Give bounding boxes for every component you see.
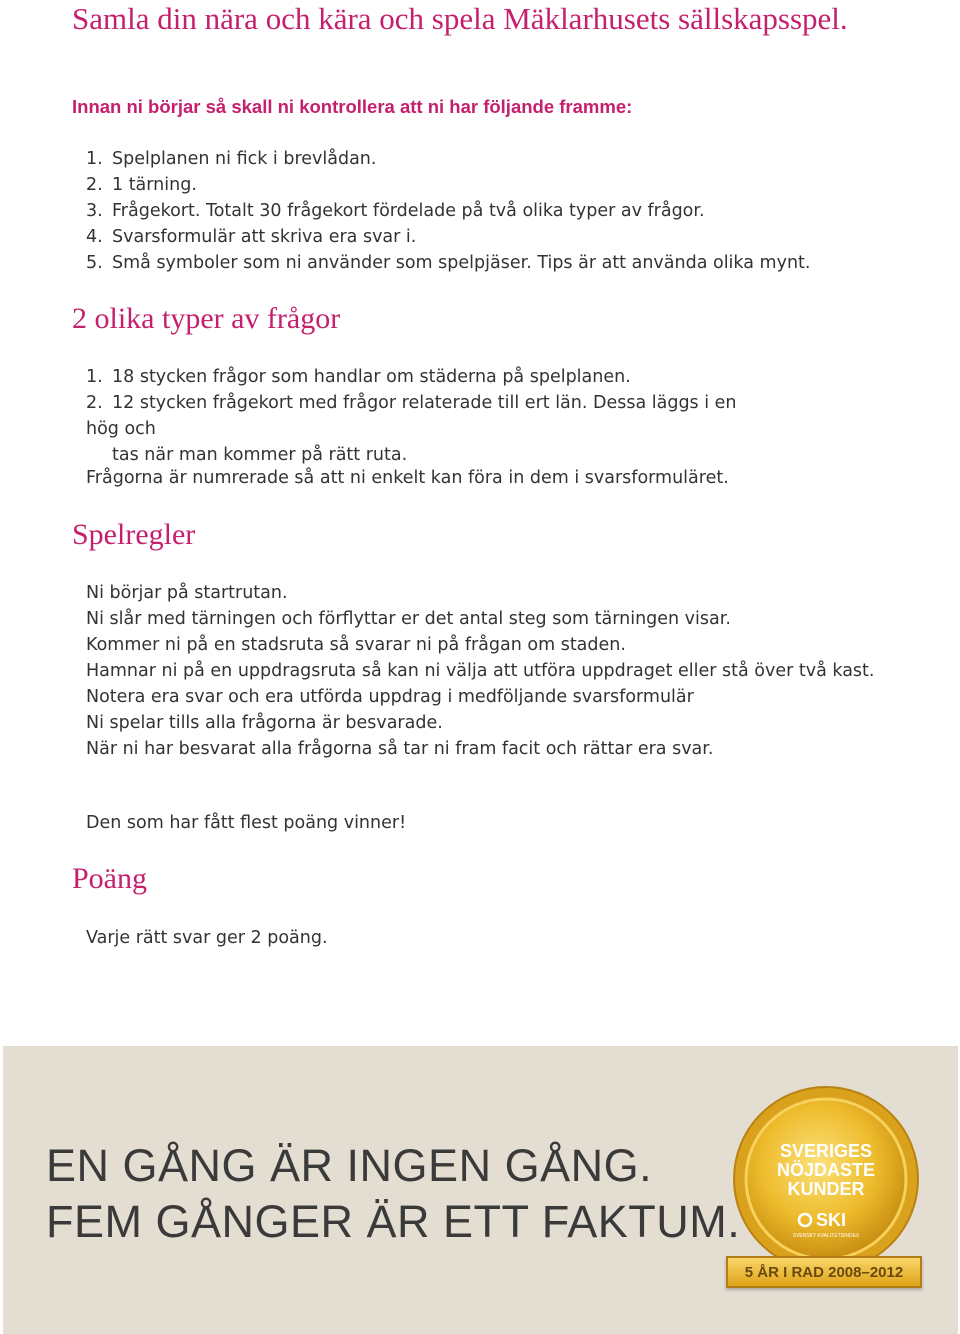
award-ribbon: 5 ÅR I RAD 2008–2012 bbox=[726, 1256, 922, 1288]
slogan-line-2: FEM GÅNGER ÄR ETT FAKTUM. bbox=[46, 1196, 741, 1247]
numbered-note: Frågorna är numrerade så att ni enkelt kan föra in dem i svarsformuläret. bbox=[86, 468, 729, 488]
rule-line: Hamnar ni på en uppdragsruta så kan ni välja att utföra uppdraget eller stå över två kast. bbox=[86, 661, 875, 681]
page-title: Samla din nära och kära och spela Mäklarhusets sällskapsspel. bbox=[72, 1, 848, 36]
list-item bbox=[86, 364, 766, 390]
winner-text: Den som har fått flest poäng vinner! bbox=[86, 813, 407, 833]
item-number: 1. bbox=[86, 367, 103, 387]
item-text: 12 stycken frågekort med frågor relaterade till ert län. Dessa läggs i en hög och bbox=[86, 393, 737, 439]
question-types-heading: 2 olika typer av frågor bbox=[72, 302, 341, 335]
slogan-line-1: EN GÅNG ÄR INGEN GÅNG. bbox=[46, 1140, 653, 1191]
item-number: 1. bbox=[86, 149, 103, 169]
item-text: Frågekort. Totalt 30 frågekort fördelade på två olika typer av frågor. bbox=[112, 201, 705, 221]
item-number: 2. bbox=[86, 393, 103, 413]
checklist bbox=[86, 146, 810, 276]
intro-text: Innan ni börjar så skall ni kontrollera att ni har följande framme: bbox=[72, 96, 633, 117]
slogan bbox=[46, 1138, 740, 1250]
rule-line: Ni slår med tärningen och förflyttar er det antal steg som tärningen visar. bbox=[86, 609, 731, 629]
points-heading: Poäng bbox=[72, 862, 147, 895]
medal-line-1: SVERIGES bbox=[779, 1141, 873, 1161]
list-item bbox=[86, 390, 766, 468]
item-text: 18 stycken frågor som handlar om städerna på spelplanen. bbox=[112, 367, 631, 387]
medal-line-2: NÖJDASTE bbox=[776, 1160, 876, 1180]
question-types-list bbox=[86, 364, 766, 468]
item-text: Spelplanen ni fick i brevlådan. bbox=[112, 149, 377, 169]
ski-logo-subtitle: SVENSKT KVALITETSINDEX bbox=[792, 1233, 860, 1239]
rules-heading: Spelregler bbox=[72, 518, 196, 551]
rule-line: Ni spelar tills alla frågorna är besvarade. bbox=[86, 713, 443, 733]
item-text: Svarsformulär att skriva era svar i. bbox=[112, 227, 417, 247]
rule-line: Ni börjar på startrutan. bbox=[86, 583, 288, 603]
item-text: 1 tärning. bbox=[112, 175, 197, 195]
item-number: 3. bbox=[86, 201, 103, 221]
item-text-continued: tas när man kommer på rätt ruta. bbox=[112, 445, 408, 465]
list-item bbox=[86, 198, 810, 224]
rule-line: Kommer ni på en stadsruta så svarar ni på frågan om staden. bbox=[86, 635, 626, 655]
item-number: 2. bbox=[86, 175, 103, 195]
list-item bbox=[86, 146, 810, 172]
award-medal bbox=[731, 1084, 921, 1274]
ski-logo: SKI bbox=[815, 1210, 847, 1230]
rule-line: Notera era svar och era utförda uppdrag i medföljande svarsformulär bbox=[86, 687, 694, 707]
list-item bbox=[86, 250, 810, 276]
item-number: 4. bbox=[86, 227, 103, 247]
rules-text bbox=[86, 580, 876, 762]
item-number: 5. bbox=[86, 253, 103, 273]
item-text: Små symboler som ni använder som spelpjäser. Tips är att använda olika mynt. bbox=[112, 253, 811, 273]
medal-line-3: KUNDER bbox=[787, 1179, 865, 1199]
list-item bbox=[86, 172, 810, 198]
rule-line: När ni har besvarat alla frågorna så tar ni fram facit och rättar era svar. bbox=[86, 739, 714, 759]
list-item bbox=[86, 224, 810, 250]
points-text: Varje rätt svar ger 2 poäng. bbox=[86, 928, 328, 948]
